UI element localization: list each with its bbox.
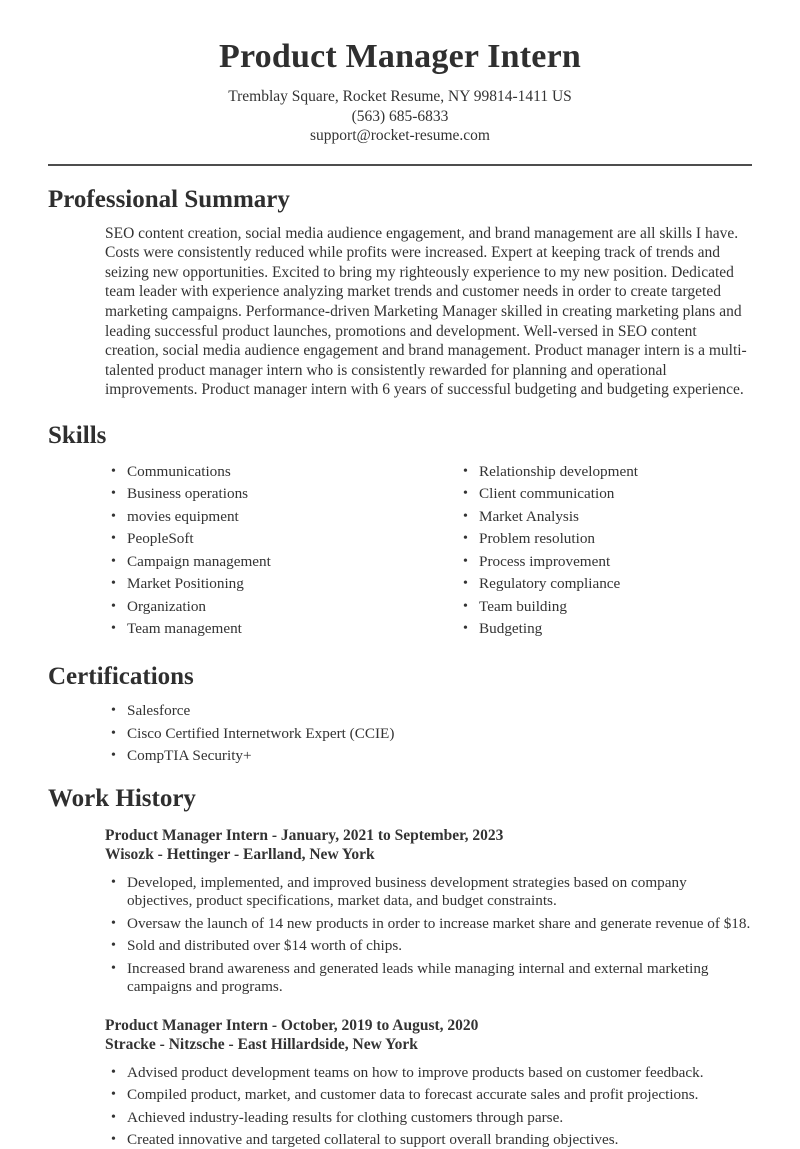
section-title-professional-summary: Professional Summary xyxy=(48,185,290,213)
job-bullet: • Developed, implemented, and improved business development strategies based on company objectives, product specifications, market data, and budget constraints. xyxy=(105,874,752,910)
job-bullet: • Oversaw the launch of 14 new products in order to increase market share and generate revenue of $18. xyxy=(105,915,752,933)
contact-email: support@rocket-resume.com xyxy=(310,127,490,145)
skill-item: • Client communication xyxy=(457,485,752,503)
skill-item: • Team building xyxy=(457,598,752,616)
section-work-history xyxy=(48,785,752,1149)
job-bullet-list xyxy=(105,1064,752,1149)
job-bullet: • Created innovative and targeted collateral to support overall branding objectives. xyxy=(105,1131,752,1149)
certification-item: • Salesforce xyxy=(105,702,752,720)
skill-item: • Campaign management xyxy=(105,553,400,571)
skills-column-right xyxy=(400,463,752,643)
summary-text: SEO content creation, social media audience engagement, and brand management are all skills I have. Costs were consistently reduced while profits were increased. Expert at keeping track of trends and seizing new opportunities. Excited to bring my righteously experience to my new position. Dedicated team leader with experience analyzing market trends and customer needs in order to create targeted marketing campaigns. Performance-driven Marketing Manager skilled in creating marketing plans and leading successful product launches, promotions and development. Well-versed in SEO content creation, social media audience engagement and brand management. Product manager intern is a multi-talented product manager intern who is consistently rewarded for planning and operational improvements. Product manager intern with 6 years of successful budgeting and budgeting experience. xyxy=(105,224,747,399)
skill-item: • Market Positioning xyxy=(105,575,400,593)
section-title-certifications: Certifications xyxy=(48,662,194,690)
contact-address: Tremblay Square, Rocket Resume, NY 99814-1411 US xyxy=(228,88,572,106)
contact-phone: (563) 685-6833 xyxy=(351,107,449,125)
job-company-line: Wisozk - Hettinger - Earlland, New York xyxy=(105,846,375,864)
certification-item: • CompTIA Security+ xyxy=(105,747,752,765)
skill-item: • Team management xyxy=(105,620,400,638)
skill-item: • Market Analysis xyxy=(457,508,752,526)
section-professional-summary xyxy=(48,186,752,400)
job-entry xyxy=(105,1016,752,1149)
section-title-skills: Skills xyxy=(48,421,107,449)
skill-item: • PeopleSoft xyxy=(105,530,400,548)
job-title-line: Product Manager Intern - October, 2019 to August, 2020 xyxy=(105,1016,479,1034)
skill-item: • Communications xyxy=(105,463,400,481)
certifications-list xyxy=(48,702,752,765)
skill-item: • Problem resolution xyxy=(457,530,752,548)
skill-item: • Organization xyxy=(105,598,400,616)
section-certifications xyxy=(48,663,752,766)
section-title-work-history: Work History xyxy=(48,785,196,813)
resume-title: Product Manager Intern xyxy=(219,38,581,75)
job-bullet: • Achieved industry-leading results for clothing customers through parse. xyxy=(105,1109,752,1127)
skills-columns xyxy=(48,463,752,643)
skill-item: • Budgeting xyxy=(457,620,752,638)
job-bullet: • Increased brand awareness and generated leads while managing internal and external marketing campaigns and programs. xyxy=(105,960,752,996)
resume-header xyxy=(0,0,800,146)
job-bullet: • Sold and distributed over $14 worth of chips. xyxy=(105,937,752,955)
job-entry xyxy=(105,826,752,996)
job-bullet: • Compiled product, market, and customer data to forecast accurate sales and profit projections. xyxy=(105,1086,752,1104)
contact-block xyxy=(0,87,800,146)
certification-item: • Cisco Certified Internetwork Expert (CCIE) xyxy=(105,725,752,743)
job-title-line: Product Manager Intern - January, 2021 to September, 2023 xyxy=(105,827,504,845)
job-bullet-list xyxy=(105,874,752,996)
skill-item: • Business operations xyxy=(105,485,400,503)
skill-item: • movies equipment xyxy=(105,508,400,526)
job-bullet: • Advised product development teams on how to improve products based on customer feedback. xyxy=(105,1064,752,1082)
section-skills xyxy=(48,422,752,643)
skills-column-left xyxy=(48,463,400,643)
job-company-line: Stracke - Nitzsche - East Hillardside, New York xyxy=(105,1035,418,1053)
skill-item: • Process improvement xyxy=(457,553,752,571)
skill-item: • Regulatory compliance xyxy=(457,575,752,593)
skill-item: • Relationship development xyxy=(457,463,752,481)
header-divider xyxy=(48,164,752,166)
